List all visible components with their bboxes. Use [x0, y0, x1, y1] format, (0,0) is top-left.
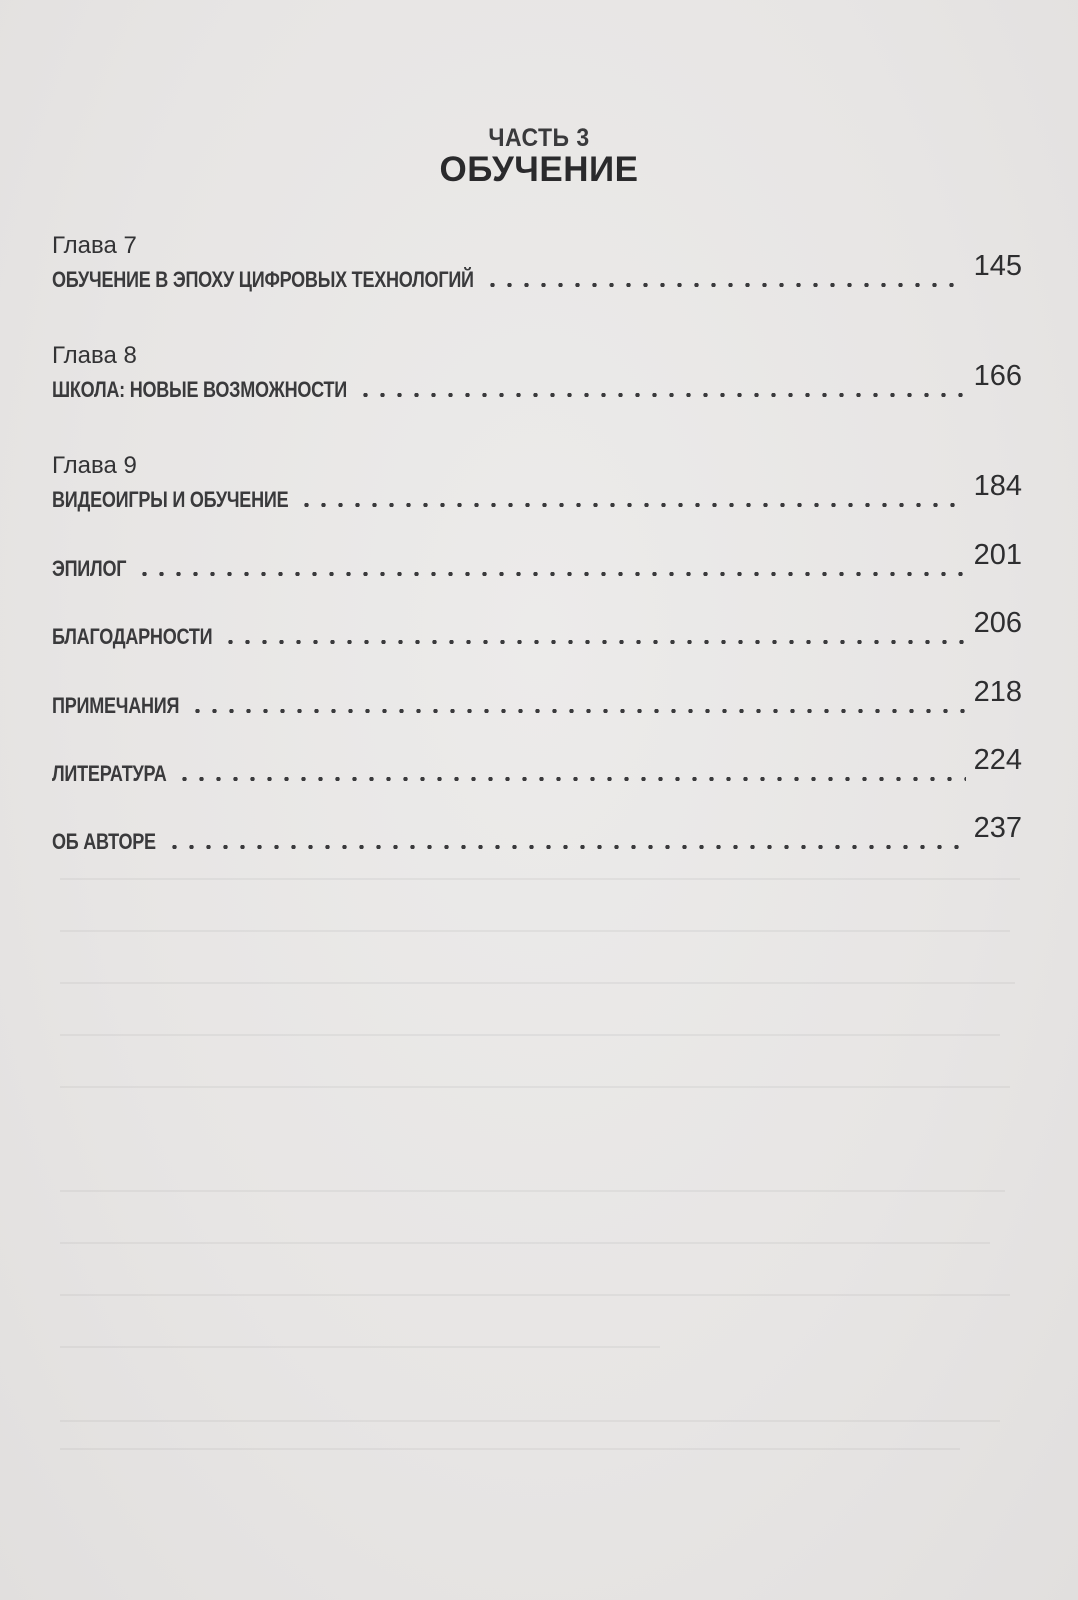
part-label: ЧАСТЬ 3 [488, 124, 590, 152]
bleed-through-line [60, 1346, 660, 1348]
toc-line [52, 812, 1022, 857]
leader-dots [189, 709, 965, 713]
toc-line [52, 360, 1022, 405]
page-number: 166 [973, 360, 1022, 392]
bleed-through-line [60, 982, 1015, 984]
bleed-through-line [60, 1420, 1000, 1422]
bleed-through-line [60, 1190, 1005, 1192]
toc-line [52, 539, 1022, 584]
toc-entry-title: БЛАГОДАРНОСТИ [52, 624, 213, 649]
toc-line [52, 676, 1022, 721]
leader-dots [222, 640, 965, 644]
chapter-label: Глава 7 [52, 232, 137, 259]
toc-entry-title: ПРИМЕЧАНИЯ [52, 693, 180, 718]
page-number: 184 [973, 470, 1022, 502]
bleed-through-line [60, 1034, 1000, 1036]
toc-entry-chapter-9[interactable] [52, 452, 1022, 522]
bleed-through-line [60, 878, 1020, 880]
page-number: 224 [973, 744, 1022, 776]
toc-line [52, 250, 1022, 295]
bleed-through-line [60, 1294, 1010, 1296]
leader-dots [136, 572, 965, 576]
page-number: 237 [973, 812, 1022, 844]
page-number: 206 [973, 607, 1022, 639]
leader-dots [357, 393, 966, 397]
toc-entry-acknowledgements[interactable] [52, 607, 1022, 659]
toc-line [52, 744, 1022, 789]
bleed-through-line [60, 1086, 1010, 1088]
page-number: 145 [973, 250, 1022, 282]
toc-entry-title: ВИДЕОИГРЫ И ОБУЧЕНИЕ [52, 487, 289, 512]
toc-entry-title: ОБУЧЕНИЕ В ЭПОХУ ЦИФРОВЫХ ТЕХНОЛОГИЙ [52, 267, 474, 292]
bleed-through-line [60, 930, 1010, 932]
toc-entry-about-author[interactable] [52, 812, 1022, 864]
toc-entry-title: ШКОЛА: НОВЫЕ ВОЗМОЖНОСТИ [52, 377, 347, 402]
chapter-label: Глава 9 [52, 452, 137, 479]
chapter-label: Глава 8 [52, 342, 137, 369]
toc-entry-epilogue[interactable] [52, 539, 1022, 591]
bleed-through-line [60, 1448, 960, 1450]
bleed-through-line [60, 1242, 990, 1244]
toc-entry-bibliography[interactable] [52, 744, 1022, 796]
leader-dots [484, 283, 966, 287]
toc-line [52, 607, 1022, 652]
toc-line [52, 470, 1022, 515]
toc-entry-chapter-7[interactable] [52, 232, 1022, 302]
toc-entry-notes[interactable] [52, 676, 1022, 728]
leader-dots [166, 845, 966, 849]
page-number: 218 [973, 676, 1022, 708]
leader-dots [176, 777, 965, 781]
part-title: ОБУЧЕНИЕ [439, 150, 639, 189]
leader-dots [298, 503, 965, 507]
toc-entry-title: ЭПИЛОГ [52, 556, 127, 581]
toc-entry-title: ЛИТЕРАТУРА [52, 761, 167, 786]
toc-entry-chapter-8[interactable] [52, 342, 1022, 412]
toc-entry-title: ОБ АВТОРЕ [52, 829, 156, 854]
page-number: 201 [973, 539, 1022, 571]
